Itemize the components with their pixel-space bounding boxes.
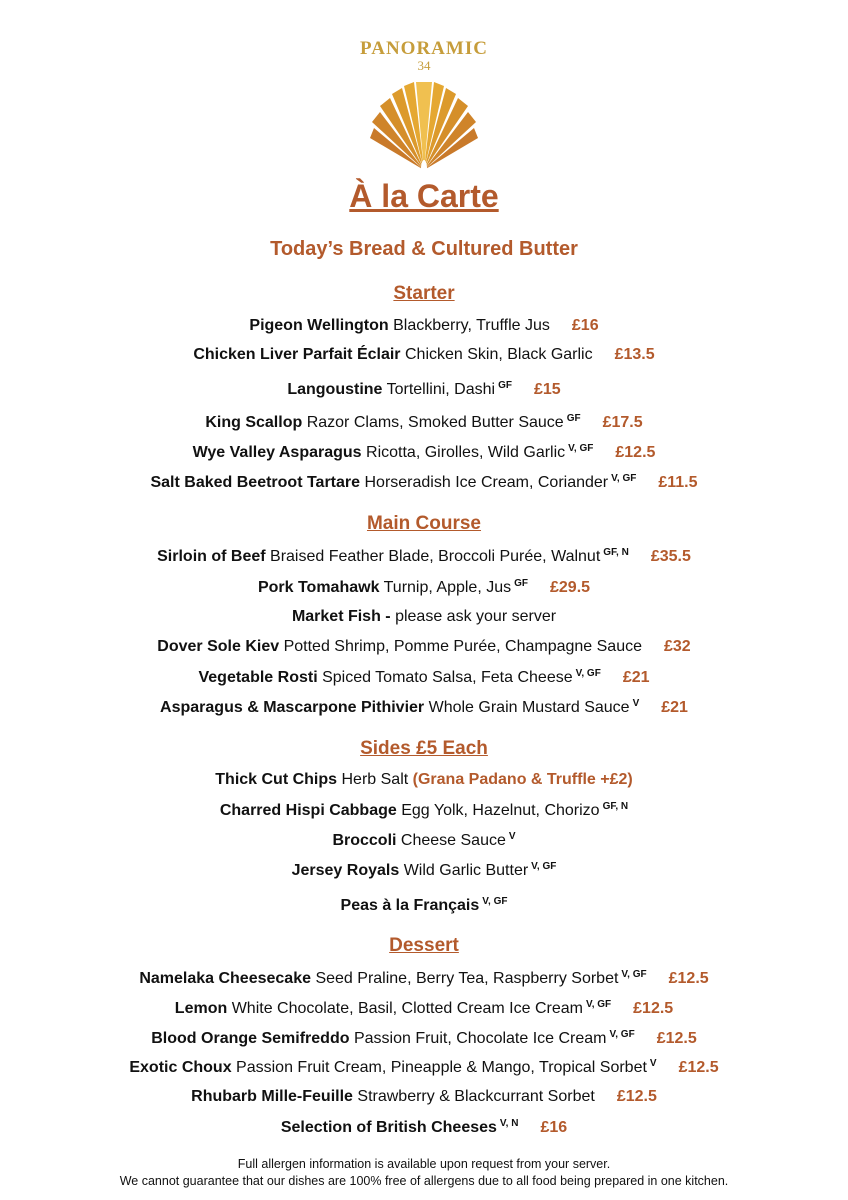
- dish-description: Passion Fruit Cream, Pineapple & Mango, Tropical Sorbet: [236, 1059, 647, 1076]
- dish-price: £32: [664, 638, 691, 655]
- dish-name: Pork Tomahawk: [257, 579, 380, 596]
- dish-name: Rhubarb Mille-Feuille: [191, 1088, 353, 1105]
- dish-description: Strawberry & Blackcurrant Sorbet: [357, 1088, 595, 1105]
- dish-price: £21: [622, 669, 650, 686]
- menu-item: [0, 547, 848, 566]
- section-heading-main-course: Main Course: [366, 513, 482, 534]
- menu-item: [0, 698, 848, 717]
- dietary-tag: V, GF: [568, 443, 594, 454]
- dish-name: Market Fish -: [291, 608, 391, 625]
- dietary-tag: GF, N: [603, 547, 629, 558]
- dietary-tag: V, GF: [609, 1029, 635, 1040]
- dish-description: Chicken Skin, Black Garlic: [404, 346, 593, 363]
- dish-description: Potted Shrimp, Pomme Purée, Champagne Sauce: [283, 638, 642, 655]
- dish-name: Selection of British Cheeses: [280, 1119, 497, 1136]
- dish-name: Pigeon Wellington: [249, 317, 389, 334]
- dish-price: £12.5: [615, 444, 656, 461]
- logo-number-text: 34: [417, 58, 431, 73]
- dish-description: Spiced Tomato Salsa, Feta Cheese: [322, 669, 573, 686]
- menu-item: [0, 317, 848, 335]
- dish-description: Passion Fruit, Chocolate Ice Cream: [353, 1030, 607, 1047]
- dish-name: Jersey Royals: [291, 862, 400, 879]
- section-heading-dessert: Dessert: [389, 935, 459, 956]
- menu-item: [0, 346, 848, 364]
- dish-price: £12.5: [633, 1000, 674, 1017]
- dietary-tag: GF: [514, 578, 528, 589]
- menu-item: [0, 1088, 848, 1106]
- page-title: À la Carte: [349, 178, 499, 214]
- dietary-tag: V: [632, 698, 640, 709]
- dietary-tag: V: [649, 1058, 657, 1069]
- dish-name: Peas à la Français: [340, 897, 480, 914]
- dish-name: Langoustine: [287, 381, 383, 398]
- dish-description: Razor Clams, Smoked Butter Sauce: [306, 414, 564, 431]
- dish-description: Braised Feather Blade, Broccoli Purée, Walnut: [270, 548, 601, 565]
- dish-name: Lemon: [174, 1000, 228, 1017]
- dish-extra-option: (Grana Padano & Truffle +£2): [412, 771, 633, 788]
- dish-price: £29.5: [550, 579, 591, 596]
- dish-name: Charred Hispi Cabbage: [219, 802, 397, 819]
- dietary-tag: V, GF: [482, 896, 508, 907]
- logo-brand-text: PANORAMIC: [360, 38, 488, 59]
- dietary-tag: V, GF: [531, 861, 557, 872]
- dish-description: White Chocolate, Basil, Clotted Cream Ice Cream: [231, 1000, 583, 1017]
- allergen-note: Full allergen information is available upon request from your server.: [237, 1157, 611, 1171]
- dietary-tag: V, GF: [621, 969, 647, 980]
- dietary-tag: V: [508, 831, 516, 842]
- dietary-tag: GF, N: [602, 801, 629, 812]
- dish-name: Salt Baked Beetroot Tartare: [150, 474, 361, 491]
- bread-line: Today’s Bread & Cultured Butter: [270, 238, 578, 260]
- dish-name: Chicken Liver Parfait Éclair: [193, 346, 401, 363]
- menu-item: [0, 999, 848, 1018]
- section-heading-starter: Starter: [393, 283, 455, 304]
- dish-price: £12.5: [656, 1030, 697, 1047]
- dish-price: £12.5: [678, 1059, 719, 1076]
- dish-description: Whole Grain Mustard Sauce: [428, 699, 630, 716]
- dish-name: Sirloin of Beef: [157, 548, 266, 565]
- dish-description: Blackberry, Truffle Jus: [393, 317, 550, 334]
- menu-item: [0, 668, 848, 687]
- menu-item: [0, 861, 848, 880]
- menu-item: [0, 473, 848, 492]
- dish-description: Cheese Sauce: [400, 832, 506, 849]
- dish-price: £21: [661, 699, 688, 716]
- dish-description: Tortellini, Dashi: [386, 381, 496, 398]
- dish-name: Wye Valley Asparagus: [192, 444, 362, 461]
- dietary-tag: V, N: [499, 1118, 519, 1129]
- dish-price: £16: [540, 1119, 568, 1136]
- dish-description: Seed Praline, Berry Tea, Raspberry Sorbet: [315, 970, 619, 987]
- dish-description: please ask your server: [395, 608, 557, 625]
- dish-price: £13.5: [614, 346, 655, 363]
- panoramic-logo: [360, 30, 488, 178]
- dish-price: £15: [533, 381, 561, 398]
- menu-item: [0, 1029, 848, 1048]
- dish-description: Egg Yolk, Hazelnut, Chorizo: [401, 802, 600, 819]
- dish-description: Ricotta, Girolles, Wild Garlic: [366, 444, 566, 461]
- dietary-tag: GF: [566, 413, 581, 424]
- dish-price: £16: [571, 317, 599, 334]
- menu-item: [0, 1058, 848, 1077]
- menu-item: [0, 771, 848, 789]
- dish-name: Blood Orange Semifreddo: [151, 1030, 350, 1047]
- menu-item: [0, 578, 848, 597]
- dish-price: £35.5: [650, 548, 691, 565]
- allergen-disclaimer: We cannot guarantee that our dishes are 100% free of allergens due to all food being prepared in one kitchen.: [119, 1174, 729, 1188]
- menu-item: [0, 608, 848, 626]
- menu-item: [0, 831, 848, 850]
- dish-name: Broccoli: [332, 832, 397, 849]
- dietary-tag: GF: [498, 380, 512, 391]
- dish-description: Horseradish Ice Cream, Coriander: [364, 474, 609, 491]
- dish-name: Thick Cut Chips: [215, 771, 338, 788]
- dish-price: £12.5: [668, 970, 709, 987]
- dietary-tag: V, GF: [611, 473, 637, 484]
- dish-price: £17.5: [602, 414, 643, 431]
- dish-name: Vegetable Rosti: [198, 669, 318, 686]
- menu-item: [0, 638, 848, 656]
- menu-item: [0, 896, 848, 915]
- section-heading-sides: Sides £5 Each: [360, 738, 488, 759]
- dish-name: King Scallop: [205, 414, 303, 431]
- dish-description: Turnip, Apple, Jus: [383, 579, 512, 596]
- menu-item: [0, 969, 848, 988]
- dish-name: Namelaka Cheesecake: [139, 970, 311, 987]
- menu-item: [0, 380, 848, 399]
- dish-price: £11.5: [658, 474, 698, 491]
- dish-name: Exotic Choux: [129, 1059, 232, 1076]
- dish-name: Asparagus & Mascarpone Pithivier: [160, 699, 425, 716]
- dietary-tag: V, GF: [585, 999, 612, 1010]
- dietary-tag: V, GF: [575, 668, 601, 679]
- menu-item: [0, 801, 848, 820]
- menu-item: [0, 1118, 848, 1137]
- menu-item: [0, 413, 848, 432]
- dish-price: £12.5: [616, 1088, 657, 1105]
- menu-item: [0, 443, 848, 462]
- dish-name: Dover Sole Kiev: [157, 638, 280, 655]
- dish-description: Herb Salt: [341, 771, 409, 788]
- dish-description: Wild Garlic Butter: [403, 862, 529, 879]
